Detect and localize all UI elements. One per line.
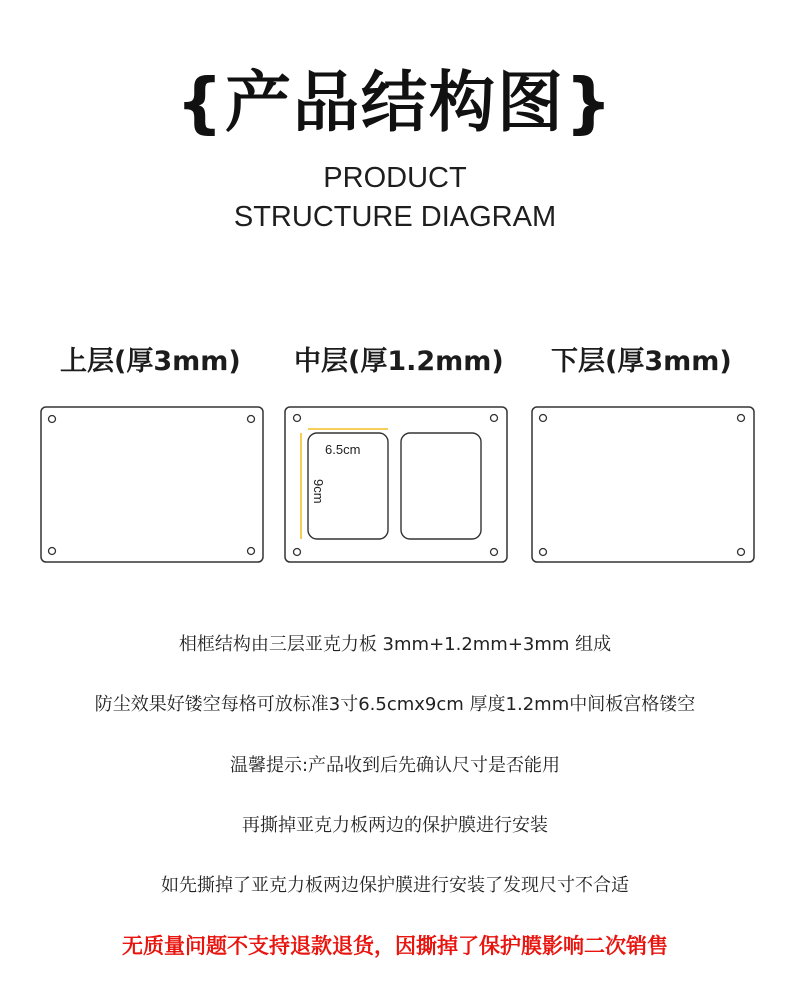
bottom-layer-label: 下层(厚3mm) [551,346,732,377]
page-title: {产品结构图} [176,64,614,141]
width-dimension-label: 6.5cm [325,442,361,457]
middle-layer-label: 中层(厚1.2mm) [294,346,504,377]
top-layer-panel [40,406,264,564]
panel-outline [532,407,754,562]
note-structure: 相框结构由三层亚克力板 3mm+1.2mm+3mm 组成 [178,634,612,655]
top-layer-label: 上层(厚3mm) [60,346,241,377]
refund-warning: 无质量问题不支持退款退货，因撕掉了保护膜影响二次销售 [122,934,668,958]
subtitle-line-1: PRODUCT [323,162,467,194]
note-remove-film: 再撕掉亚克力板两边的保护膜进行安装 [242,815,548,836]
note-size-warning: 如先撕掉了亚克力板两边保护膜进行安装了发现尺寸不合适 [161,875,629,896]
subtitle-line-2: STRUCTURE DIAGRAM [233,201,557,233]
height-dimension-label: 9cm [311,479,326,504]
middle-layer-panel [284,406,508,564]
note-tip: 温馨提示:产品收到后先确认尺寸是否能用 [229,755,561,776]
note-dustproof: 防尘效果好镂空每格可放标准3寸6.5cmx9cm 厚度1.2mm中间板宫格镂空 [94,694,696,715]
bottom-layer-panel [531,406,755,564]
panel-outline [41,407,263,562]
